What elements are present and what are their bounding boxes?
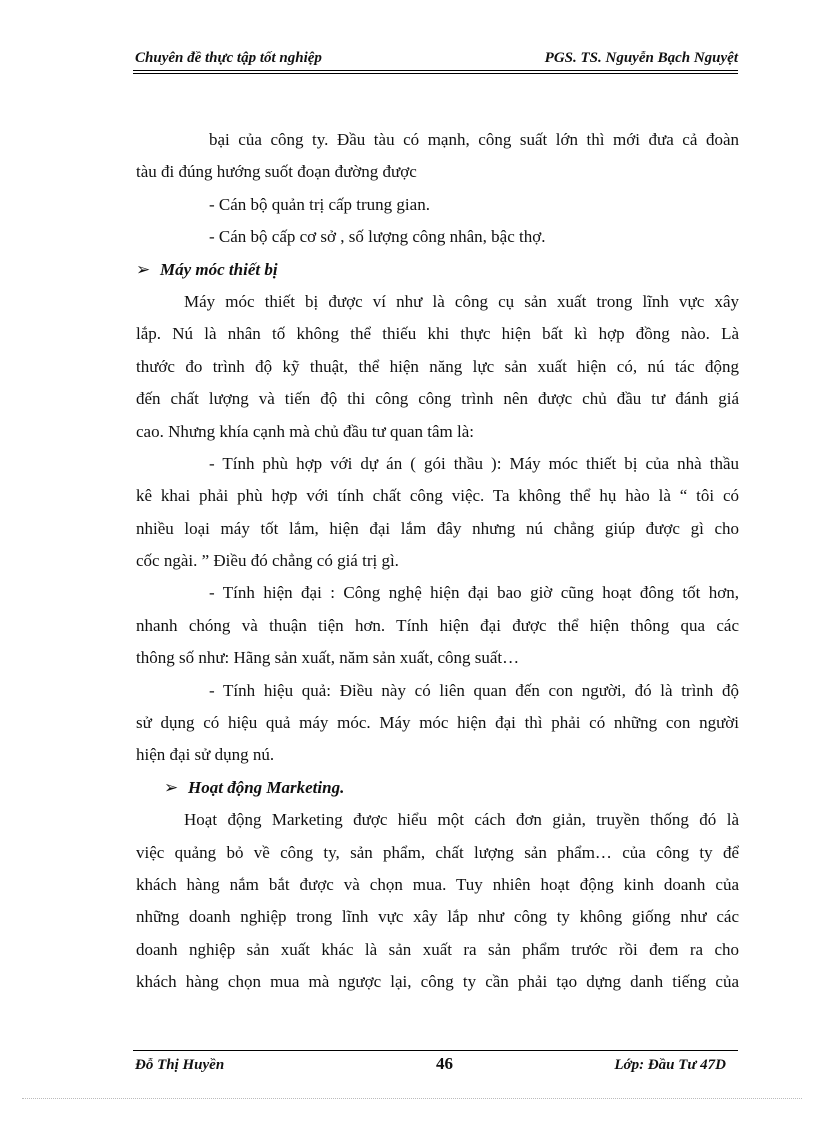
body-line: nhanh chóng và thuận tiện hơn. Tính hiện đại được thể hiện thông qua các	[136, 615, 739, 635]
list-item: - Cán bộ cấp cơ sở , số lượng công nhân, bậc thợ.	[209, 227, 546, 247]
body-line: đến chất lượng và tiến độ thi công công trình nên được chủ đầu tư đánh giá	[136, 389, 739, 409]
body-line: - Tính phù hợp với dự án ( gói thầu ): Máy móc thiết bị của nhà thầu	[209, 453, 739, 473]
body-line: nhiều loại máy tốt lắm, hiện đại lắm đây nhưng nú chẳng giúp được gì cho	[136, 518, 739, 538]
footer-author: Đỗ Thị Huyền	[135, 1057, 225, 1073]
header-rule	[133, 70, 738, 71]
body-line: Máy móc thiết bị được ví như là công cụ sản xuất trong lĩnh vực xây	[184, 291, 739, 311]
header-author: PGS. TS. Nguyễn Bạch Nguyệt	[544, 50, 738, 66]
body-line: khách hàng nắm bắt được và chọn mua. Tuy nhiên hoạt động kinh doanh của	[136, 874, 739, 894]
body-line: khách hàng chọn mua mà ngược lại, công ty cần phải tạo dựng danh tiếng của	[136, 972, 739, 992]
body-line: - Tính hiệu quả: Điều này có liên quan đến con người, đó là trình độ	[209, 680, 739, 700]
body-line: - Tính hiện đại : Công nghệ hiện đại bao giờ cũng hoạt đông tốt hơn,	[209, 583, 739, 603]
section-heading-marketing	[136, 772, 739, 804]
page-footer	[133, 1050, 738, 1076]
body-line: kê khai phải phù hợp với tính chất công việc. Ta không thể hụ hào là “ tôi có	[136, 486, 739, 506]
body-line: cao. Nhưng khía cạnh mà chủ đầu tư quan tâm là:	[136, 421, 475, 441]
header-rule-secondary	[133, 73, 738, 74]
footer-class: Lớp: Đầu Tư 47D	[614, 1057, 726, 1073]
arrow-bullet-icon: ➢	[164, 777, 179, 797]
page-number: 46	[436, 1054, 453, 1073]
body-line: thước đo trình độ kỹ thuật, thể hiện năng lực sản xuất hiện có, nú tác động	[136, 356, 739, 376]
body-line: những doanh nghiệp trong lĩnh vực xây lắp như công ty không giống như các	[136, 907, 739, 927]
document-body	[136, 124, 739, 999]
header-title: Chuyên đề thực tập tốt nghiệp	[135, 50, 322, 66]
body-line: cốc ngài. ” Điều đó chẳng có giá trị gì.	[136, 551, 399, 571]
body-line: bại của công ty. Đầu tàu có mạnh, công suất lớn thì mới đưa cả đoàn	[209, 130, 739, 149]
body-line: tàu đi đúng hướng suốt đoạn đường được	[136, 162, 417, 182]
page-header	[133, 48, 738, 70]
footer-rule	[133, 1050, 738, 1051]
list-item: - Cán bộ quản trị cấp trung gian.	[209, 194, 430, 214]
body-line: thông số như: Hãng sản xuất, năm sản xuất, công suất…	[136, 648, 520, 668]
section-heading-machinery	[136, 254, 739, 286]
arrow-bullet-icon: ➢	[136, 259, 151, 279]
body-line: Hoạt động Marketing được hiểu một cách đơn giản, truyền thống đó là	[184, 810, 739, 830]
body-line: việc quảng bỏ về công ty, sản phẩm, chất lượng sản phẩm… của công ty để	[136, 842, 739, 862]
body-line: hiện đại sử dụng nú.	[136, 745, 275, 765]
page-edge-divider	[22, 1098, 802, 1099]
body-line: lắp. Nú là nhân tố không thể thiếu khi thực hiện bất kì hợp đồng nào. Là	[136, 324, 739, 344]
body-line: doanh nghiệp sản xuất khác là sản xuất ra sản phẩm trước rồi đem ra cho	[136, 939, 739, 959]
heading-text: Máy móc thiết bị	[160, 259, 278, 279]
body-line: sử dụng có hiệu quả máy móc. Máy móc hiện đại thì phải có những con người	[136, 713, 739, 733]
heading-text: Hoạt động Marketing.	[188, 777, 345, 797]
